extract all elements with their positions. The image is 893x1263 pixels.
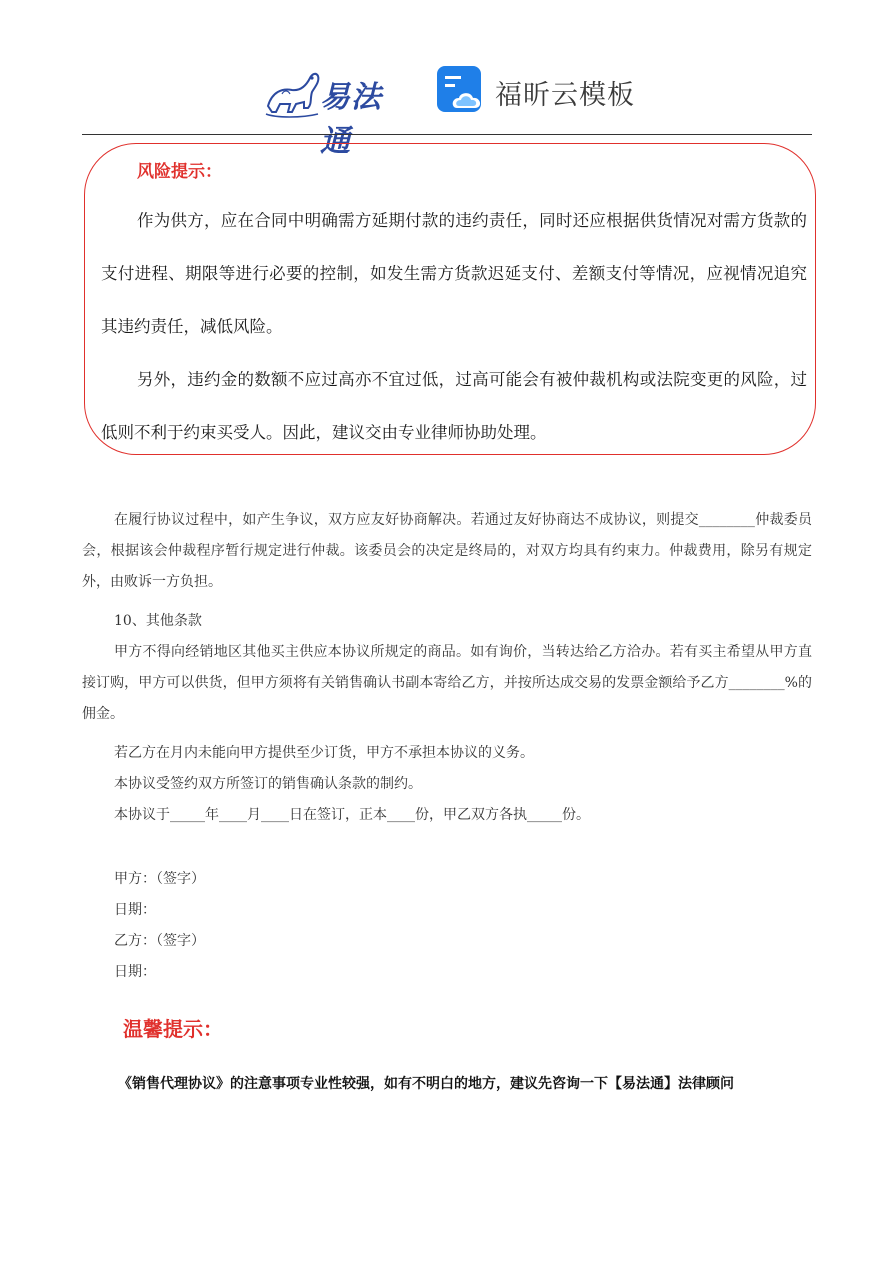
- risk-notice-title: 风险提示：: [137, 162, 222, 182]
- party-b-date: 日期：: [114, 964, 156, 980]
- yifatong-logo-text: 易法通: [320, 80, 382, 159]
- yifatong-logo: [262, 62, 412, 159]
- exclusive-supply-clause: 甲方不得向经销地区其他买主供应本协议所规定的商品。如有询价，当转达给乙方洽办。若有买主希望从甲方直接订购，甲方可以供货，但甲方须将有关销售确认书副本寄给乙方，并按所达成交易的发票金额给予乙方________%的佣金。: [82, 644, 812, 722]
- risk-notice-paragraph: 另外，违约金的数额不应过高亦不宜过低，过高可能会有被仲裁机构或法院变更的风险，过低则不利于约束买受人。因此，建议交由专业律师协助处理。: [101, 370, 807, 442]
- party-a-date: 日期：: [114, 902, 156, 918]
- risk-notice-paragraph: 作为供方，应在合同中明确需方延期付款的违约责任，同时还应根据供货情况对需方货款的支付进程、期限等进行必要的控制，如发生需方货款迟延支付、差额支付等情况，应视情况追究其违约责任，减低风险。: [101, 211, 807, 336]
- order-obligation-clause: 若乙方在月内未能向甲方提供至少订货，甲方不承担本协议的义务。: [114, 745, 534, 761]
- party-b-signature: 乙方：（签字）: [114, 933, 205, 949]
- warm-tip-text: 《销售代理协议》的注意事项专业性较强，如有不明白的地方，建议先咨询一下【易法通】法律顾问: [118, 1076, 734, 1092]
- foxit-cloud-logo: [435, 64, 635, 118]
- signing-clause: 本协议于_____年____月____日在签订，正本____份，甲乙双方各执_____份。: [114, 807, 590, 823]
- foxit-cloud-logo-text: 福昕云模板: [495, 80, 635, 111]
- header-divider: [82, 134, 812, 135]
- arbitration-clause: 在履行协议过程中，如产生争议，双方应友好协商解决。若通过友好协商达不成协议，则提交________仲裁委员会，根据该会仲裁程序暂行规定进行仲裁。该委员会的决定是终局的，对双方均具有约束力。仲裁费用，除另有规定外，由败诉一方负担。: [82, 512, 812, 590]
- party-a-signature: 甲方：（签字）: [114, 871, 205, 887]
- cloud-template-icon: [435, 64, 487, 116]
- qilin-icon: [262, 62, 322, 120]
- sales-confirmation-clause: 本协议受签约双方所签订的销售确认条款的制约。: [114, 776, 422, 792]
- section-heading: 10、其他条款: [114, 613, 202, 629]
- warm-tip-title: 温馨提示：: [123, 1017, 223, 1041]
- page-header: [0, 58, 893, 159]
